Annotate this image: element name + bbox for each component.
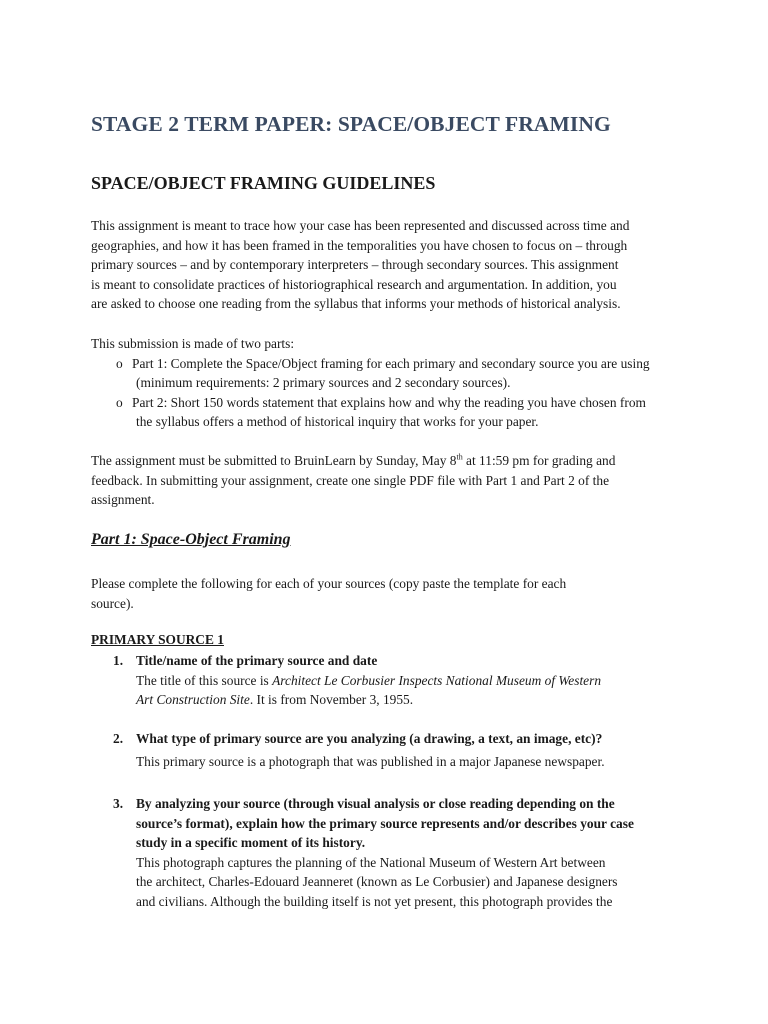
paragraph-line: primary sources – and by contemporary interpreters – through secondary sources. This assignment (91, 257, 619, 273)
paragraph-line: source). (91, 595, 134, 611)
section-title: SPACE/OBJECT FRAMING GUIDELINES (91, 173, 436, 193)
paragraph-line: geographies, and how it has been framed in the temporalities you have chosen to focus on – through (91, 237, 628, 253)
answer-line (136, 690, 691, 710)
intro-paragraph (91, 216, 671, 314)
superscript: th (456, 452, 463, 462)
paragraph-line: assignment. (91, 492, 155, 508)
question-item (91, 729, 691, 771)
question-text: By analyzing your source (through visual analysis or close reading depending on the (136, 796, 615, 811)
deadline-text: at 11:59 pm for grading and (462, 453, 616, 468)
instruction-paragraph (91, 574, 671, 613)
part1-heading: Part 1: Space-Object Framing (91, 531, 291, 548)
answer-line: and civilians. Although the building itself is not yet present, this photograph provides the (136, 893, 613, 909)
answer-line (136, 671, 691, 691)
submission-parts-list (91, 334, 691, 432)
question-text: source’s format), explain how the primary source represents and/or describes your case (136, 815, 634, 831)
answer-text: The title of this source is (136, 672, 273, 688)
paragraph-line: is meant to consolidate practices of historiographical research and argumentation. In addition, you (91, 276, 617, 292)
paragraph-line: feedback. In submitting your assignment, create one single PDF file with Part 1 and Part 2 of the (91, 472, 610, 488)
submission-intro: This submission is made of two parts: (91, 336, 295, 351)
question-number: 2. (113, 731, 124, 746)
question-item (91, 651, 691, 710)
question-text: What type of primary source are you analyzing (a drawing, a text, an image, etc)? (136, 731, 603, 746)
source-title-text: Architect Le Corbusier Inspects National Museum of Western (272, 672, 602, 688)
list-item-line: Part 1: Complete the Space/Object framing for each primary and secondary source you are using (132, 355, 650, 371)
answer-text: . It is from November 3, 1955. (249, 692, 414, 708)
list-item-line: (minimum requirements: 2 primary sources and 2 secondary sources). (136, 375, 511, 391)
list-item-line: the syllabus offers a method of historical inquiry that works for your paper. (136, 414, 539, 430)
deadline-paragraph (91, 451, 671, 510)
bullet-icon: o (116, 355, 123, 371)
question-text: study in a specific moment of its history. (136, 835, 366, 851)
question-number: 3. (113, 796, 124, 811)
paragraph-line (91, 451, 671, 471)
paragraph-line: This assignment is meant to trace how your case has been represented and discussed across time and (91, 218, 630, 233)
source-title-text: Art Construction Site (136, 692, 250, 708)
bullet-icon: o (116, 394, 123, 410)
question-text: Title/name of the primary source and date (136, 653, 378, 668)
primary-source-heading: PRIMARY SOURCE 1 (91, 632, 224, 647)
list-item (91, 393, 691, 432)
answer-line: This primary source is a photograph that was published in a major Japanese newspaper. (136, 753, 605, 769)
paragraph-line: Please complete the following for each of your sources (copy paste the template for each (91, 576, 567, 591)
question-number: 1. (113, 653, 124, 668)
list-item-line: Part 2: Short 150 words statement that explains how and why the reading you have chosen from (132, 394, 646, 410)
answer-line: This photograph captures the planning of the National Museum of Western Art between (136, 854, 606, 870)
paragraph-line: are asked to choose one reading from the syllabus that informs your methods of historical analysis. (91, 296, 621, 312)
deadline-text: The assignment must be submitted to BruinLearn by Sunday, May 8 (91, 453, 457, 468)
page-title: STAGE 2 TERM PAPER: SPACE/OBJECT FRAMING (91, 112, 611, 136)
question-item (91, 794, 691, 912)
list-item (91, 354, 691, 393)
answer-line: the architect, Charles-Edouard Jeanneret (known as Le Corbusier) and Japanese designers (136, 874, 618, 890)
